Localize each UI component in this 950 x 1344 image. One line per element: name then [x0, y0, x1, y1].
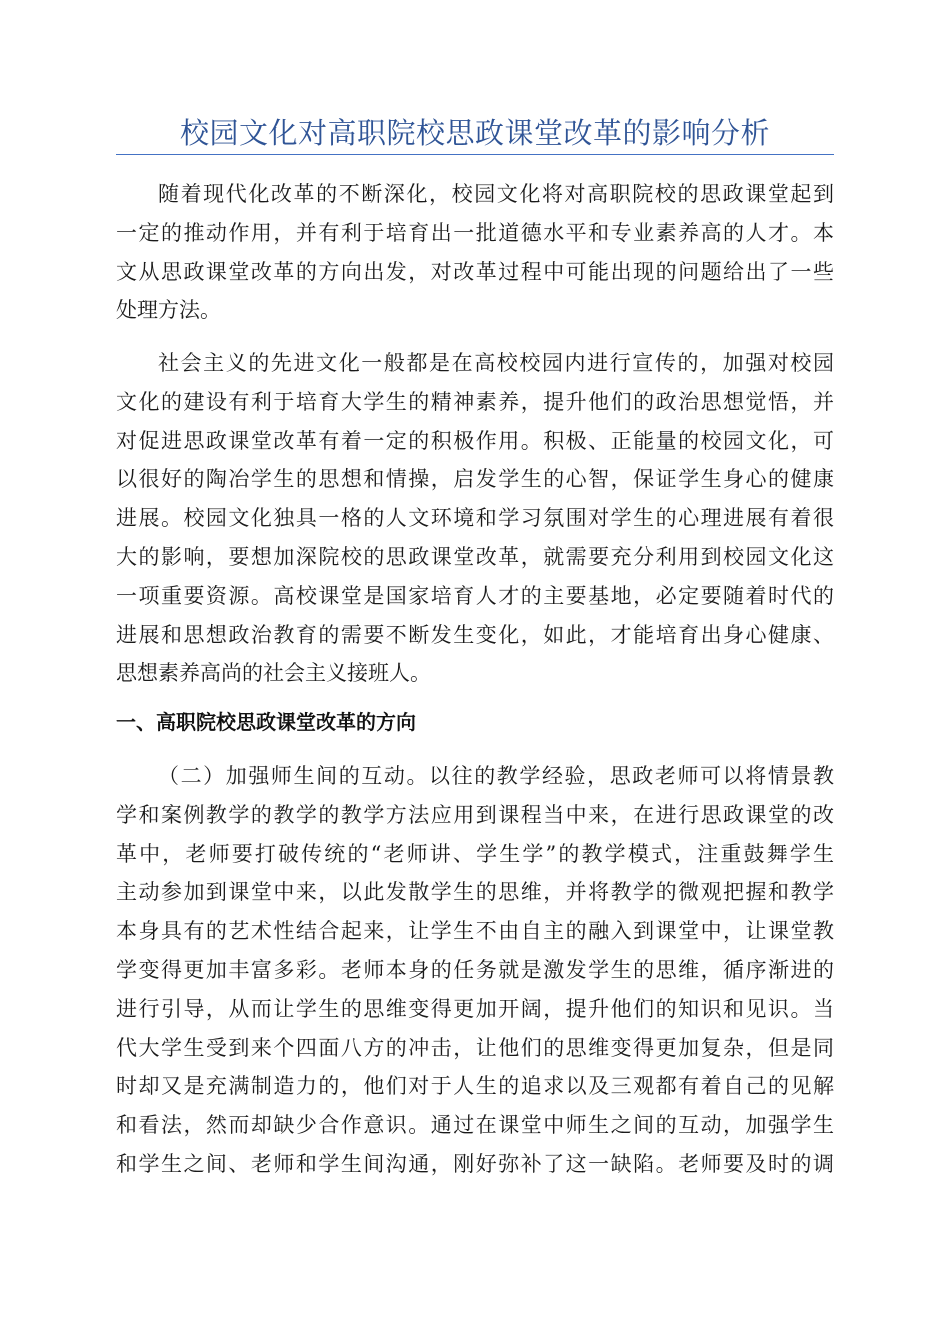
text-line: 文化的建设有利于培育大学生的精神素养，提升他们的政治思想觉悟，并 — [116, 389, 834, 414]
document-title: 校园文化对高职院校思政课堂改革的影响分析 — [179, 116, 770, 150]
text-line: 进展。校园文化独具一格的人文环境和学习氛围对学生的心理进展有着很 — [116, 506, 834, 531]
text-line: 思想素养高尚的社会主义接班人。 — [116, 661, 431, 686]
text-line: 以很好的陶冶学生的思想和情操，启发学生的心智，保证学生身心的健康 — [116, 467, 834, 492]
section-heading: 一、高职院校思政课堂改革的方向 — [116, 710, 416, 734]
paragraph-interaction — [116, 757, 834, 1184]
text-line: 和学生之间、老师和学生间沟通，刚好弥补了这一缺陷。老师要及时的调 — [116, 1151, 834, 1176]
text-line: 主动参加到课堂中来，以此发散学生的思维，并将教学的微观把握和教学 — [116, 880, 834, 905]
paragraph-intro — [116, 175, 834, 330]
text-line: 进展和思想政治教育的需要不断发生变化，如此，才能培育出身心健康、 — [116, 622, 834, 647]
text-line: 时却又是充满制造力的，他们对于人生的追求以及三观都有着自己的见解 — [116, 1074, 834, 1099]
text-line: 处理方法。 — [116, 298, 221, 323]
paragraph-culture — [116, 344, 834, 693]
text-line: 大的影响，要想加深院校的思政课堂改革，就需要充分利用到校园文化这 — [116, 544, 834, 569]
text-line: （二）加强师生间的互动。以往的教学经验，思政老师可以将情景教 — [158, 764, 834, 788]
text-line: 一定的推动作用，并有利于培育出一批道德水平和专业素养高的人才。本 — [116, 220, 834, 245]
text-line: 学和案例教学的教学的教学方法应用到课程当中来，在进行思政课堂的改 — [116, 802, 834, 827]
text-line: 本身具有的艺术性结合起来，让学生不由自主的融入到课堂中，让课堂教 — [116, 919, 834, 944]
text-line: 文从思政课堂改革的方向出发，对改革过程中可能出现的问题给出了一些 — [116, 259, 834, 284]
text-line: 对促进思政课堂改革有着一定的积极作用。积极、正能量的校园文化，可 — [116, 428, 834, 453]
title-underline — [116, 154, 834, 155]
text-line: 一项重要资源。高校课堂是国家培育人才的主要基地，必定要随着时代的 — [116, 583, 834, 608]
text-line: 进行引导，从而让学生的思维变得更加开阔，提升他们的知识和见识。当 — [116, 996, 834, 1021]
text-line: 和看法，然而却缺少合作意识。通过在课堂中师生之间的互动，加强学生 — [116, 1113, 834, 1138]
text-line: 革中，老师要打破传统的“老师讲、学生学”的教学模式，注重鼓舞学生 — [116, 841, 834, 866]
text-line: 社会主义的先进文化一般都是在高校校园内进行宣传的，加强对校园 — [158, 351, 834, 375]
text-line: 随着现代化改革的不断深化，校园文化将对高职院校的思政课堂起到 — [158, 182, 834, 206]
text-line: 学变得更加丰富多彩。老师本身的任务就是激发学生的思维，循序渐进的 — [116, 957, 834, 982]
text-line: 代大学生受到来个四面八方的冲击，让他们的思维变得更加复杂，但是同 — [116, 1035, 834, 1060]
